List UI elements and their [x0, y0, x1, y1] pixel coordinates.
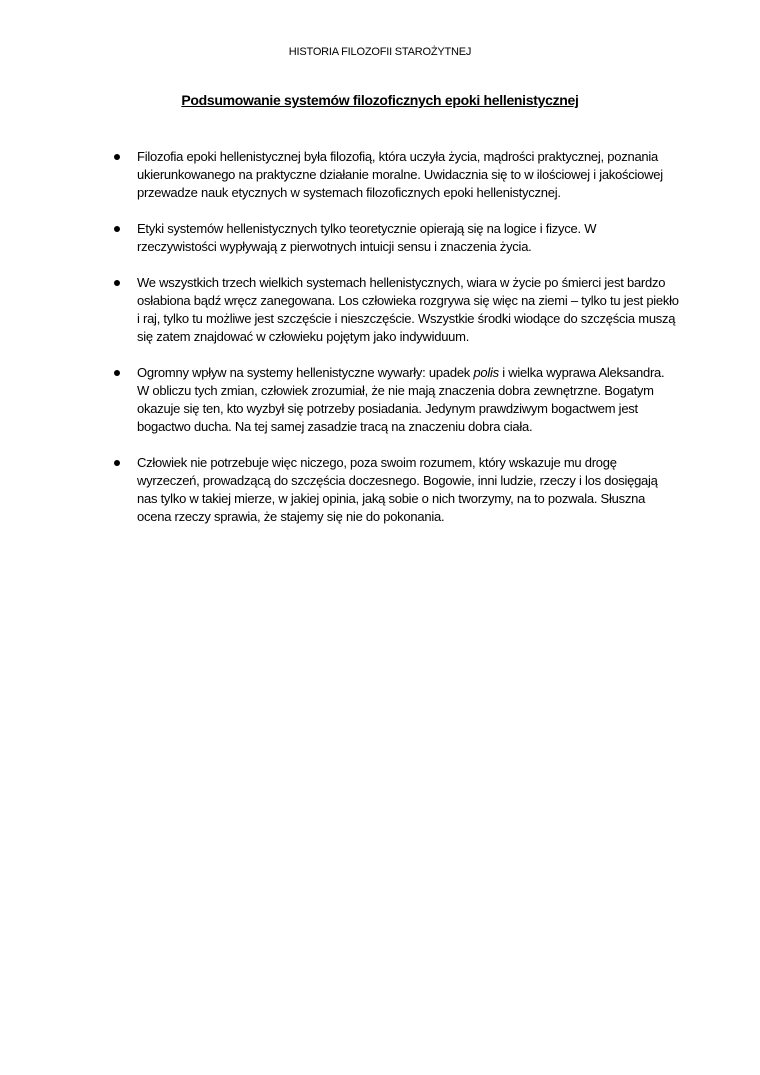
bullet-list [109, 148, 679, 544]
list-item [109, 148, 679, 202]
list-item-text: We wszystkich trzech wielkich systemach hellenistycznych, wiara w życie po śmierci jest bardzo osłabiona bądź wręcz zanegowana. Los człowieka rozgrywa się więc na ziemi – tylko tu jest piekło i raj, tylko tu możliwe jest szczęście i nieszczęście. Wszystkie środki wiodące do szczęścia muszą się zatem znajdować w człowieku pojętym jako indywiduum. [137, 275, 679, 344]
list-item [109, 364, 679, 436]
page-title: Podsumowanie systemów filozoficznych epoki hellenistycznej [181, 92, 579, 108]
list-item [109, 220, 679, 256]
list-item-text [137, 365, 664, 434]
bullet-icon [114, 460, 120, 466]
list-item-text-italic: polis [473, 365, 499, 380]
list-item [109, 454, 679, 526]
list-item-text-start: Ogromny wpływ na systemy hellenistyczne wywarły: upadek [137, 365, 474, 380]
running-header: HISTORIA FILOZOFII STAROŻYTNEJ [288, 46, 472, 58]
list-item-text-end: i wielka wyprawa Aleksandra. W obliczu tych zmian, człowiek zrozumiał, że nie mają znaczenia dobra zewnętrzne. Bogatym okazuje się ten, kto wyzbył się potrzeby posiadania. Jedynym prawdziwym bogactwem jest bogactwo ducha. Na tej samej zasadzie tracą na znaczeniu dobra ciała. [137, 365, 665, 434]
bullet-icon [114, 370, 120, 376]
list-item [109, 274, 679, 346]
bullet-icon [114, 280, 120, 286]
list-item-text: Etyki systemów hellenistycznych tylko teoretycznie opierają się na logice i fizyce. W rzeczywistości wypływają z pierwotnych intuicji sensu i znaczenia życia. [137, 221, 597, 254]
list-item-text: Filozofia epoki hellenistycznej była filozofią, która uczyła życia, mądrości praktycznej, poznania ukierunkowanego na praktyczne działanie moralne. Uwidacznia się to w ilościowej i jakościowej przewadze nauk etycznych w systemach filozoficznych epoki hellenistycznej. [137, 149, 663, 200]
bullet-icon [114, 154, 120, 160]
list-item-text: Człowiek nie potrzebuje więc niczego, poza swoim rozumem, który wskazuje mu drogę wyrzeczeń, prowadzącą do szczęścia doczesnego. Bogowie, inni ludzie, rzeczy i los dosięgają nas tylko w takiej mierze, w jakiej opinia, jaką sobie o nich tworzymy, na to pozwala. Słuszna ocena rzeczy sprawia, że stajemy się nie do pokonania. [137, 455, 658, 524]
bullet-icon [114, 226, 120, 232]
